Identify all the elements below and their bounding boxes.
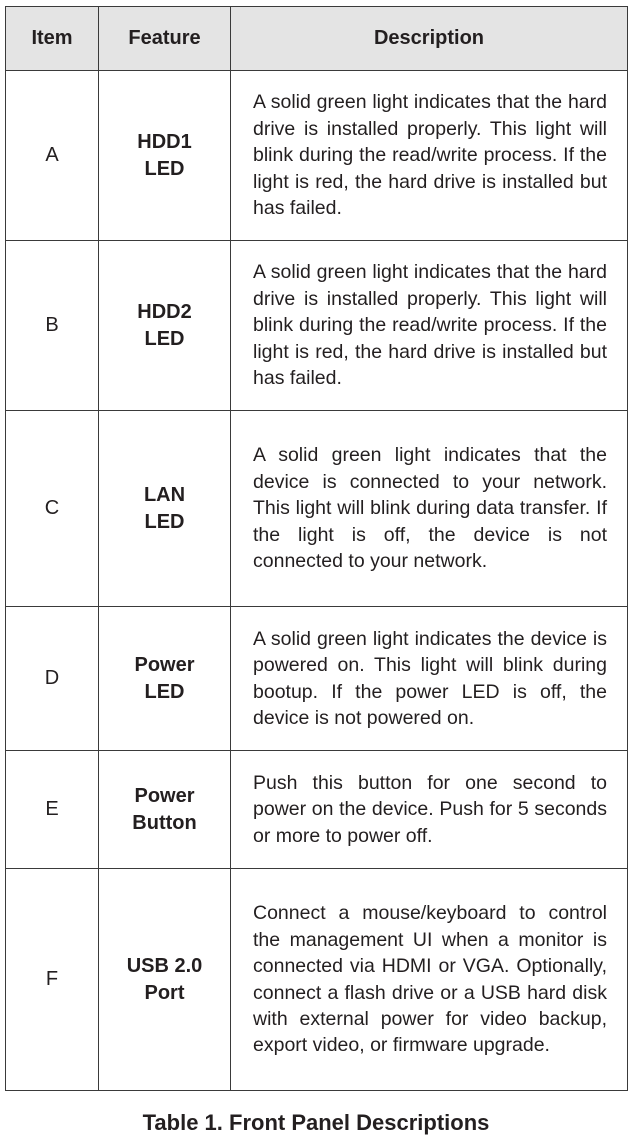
row-description: A solid green light indicates that the hard drive is installed properly. This light will blink during the read/write process. If the light is red, the hard drive is installed but has failed. [231,71,628,241]
feature-line2: LED [144,680,185,703]
table-row [6,71,628,241]
table-row [6,751,628,869]
row-feature [99,411,231,607]
table-row [6,411,628,607]
row-feature [99,607,231,751]
table-row [6,607,628,751]
row-description: A solid green light indicates that the device is connected to your network. This light will blink during data transfer. If the light is off, the device is not connected to your network. [231,411,628,607]
feature-line1: LAN [143,483,186,506]
row-description: Push this button for one second to power on the device. Push for 5 seconds or more to power off. [231,751,628,869]
header-item: Item [6,7,99,71]
row-item: B [6,241,99,411]
row-feature [99,71,231,241]
feature-line1: Power [134,653,195,676]
row-item: C [6,411,99,607]
feature-line1: Power [134,784,195,807]
table-row [6,869,628,1091]
feature-line2: Port [144,981,185,1004]
row-description: A solid green light indicates that the hard drive is installed properly. This light will blink during the read/write process. If the light is red, the hard drive is installed but has failed. [231,241,628,411]
row-item: F [6,869,99,1091]
feature-line1: HDD1 [137,130,192,153]
feature-line2: Button [132,811,197,834]
row-feature [99,869,231,1091]
table-caption: Table 1. Front Panel Descriptions [142,1110,490,1135]
row-feature [99,751,231,869]
table-header-row [6,7,628,71]
header-description: Description [231,7,628,71]
feature-line1: USB 2.0 [126,954,203,977]
row-item: E [6,751,99,869]
table-row [6,241,628,411]
header-feature: Feature [99,7,231,71]
row-description: A solid green light indicates the device is powered on. This light will blink during bootup. If the power LED is off, the device is not powered on. [231,607,628,751]
row-description: Connect a mouse/keyboard to control the management UI when a monitor is connected via HDMI or VGA. Optionally, connect a flash drive or a USB hard disk with external power for video backup, export video, or firmware upgrade. [231,869,628,1091]
front-panel-table [5,6,628,1091]
row-feature [99,241,231,411]
feature-line2: LED [144,510,185,533]
feature-line2: LED [144,327,185,350]
feature-line1: HDD2 [137,300,192,323]
row-item: A [6,71,99,241]
row-item: D [6,607,99,751]
feature-line2: LED [144,157,185,180]
